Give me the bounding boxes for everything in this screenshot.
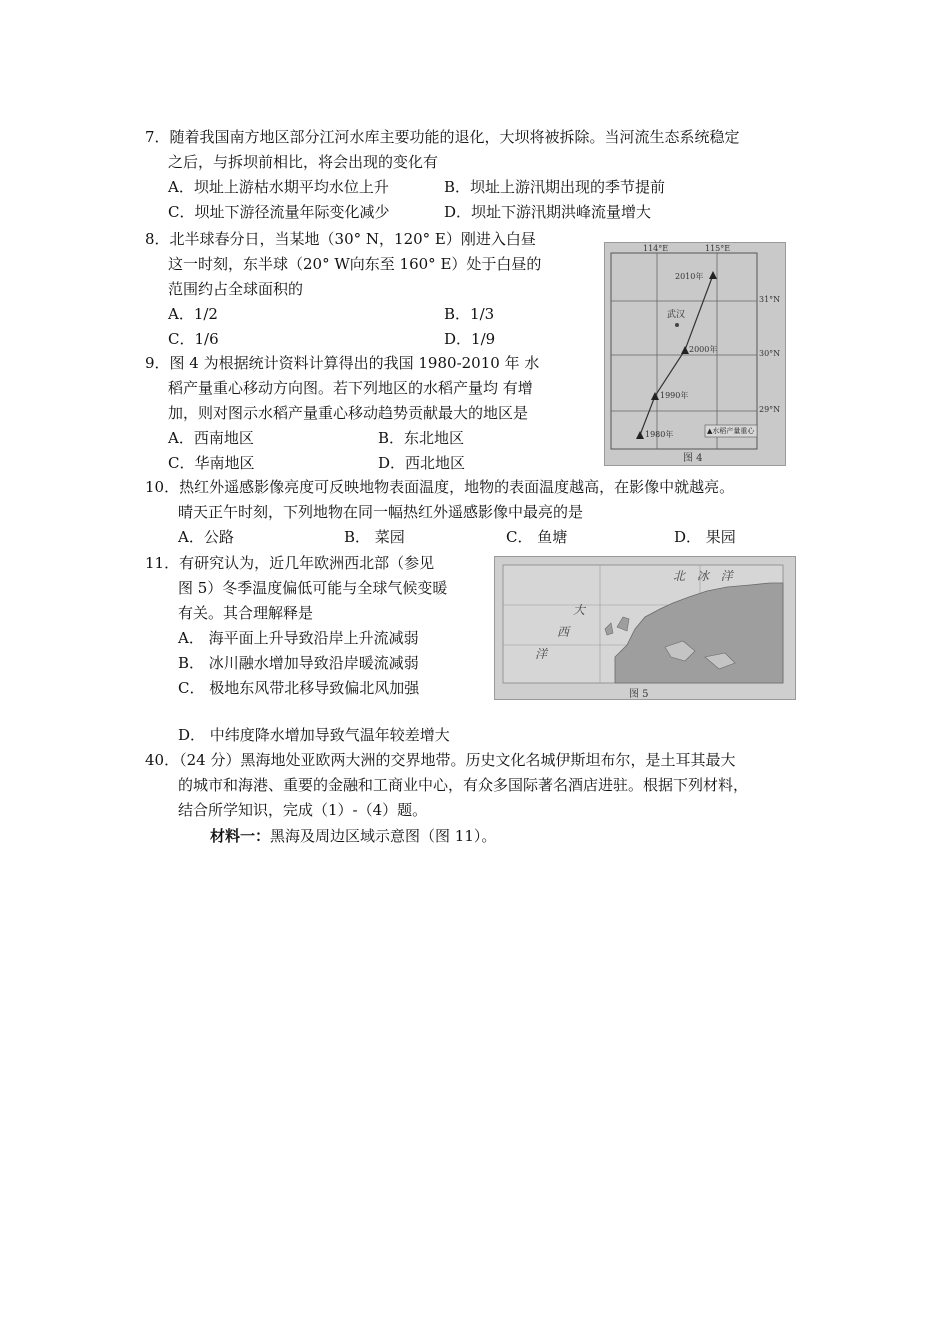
q11-stem-line1: 11．有研究认为，近几年欧洲西北部（参见 xyxy=(145,554,435,572)
q8-stem-line2: 这一时刻，东半球（20° W向东至 160° E）处于白昼的 xyxy=(168,255,542,273)
q10-stem-line1: 10．热红外遥感影像亮度可反映地物表面温度，地物的表面温度越高，在影像中就越亮。 xyxy=(145,478,735,496)
q7-stem-line1: 7．随着我国南方地区部分江河水库主要功能的退化，大坝将被拆除。当河流生态系统稳定 xyxy=(145,128,740,146)
q11-option-a: A． 海平面上升导致沿岸上升流减弱 xyxy=(178,629,419,647)
fig5-label-arctic-ocean: 北 冰 洋 xyxy=(673,569,737,583)
fig4-lon-114: 114°E xyxy=(643,244,669,253)
q10-option-d: D． 果园 xyxy=(674,528,736,546)
fig4-legend: ▲水稻产量重心 xyxy=(707,427,755,435)
q11-option-d: D． 中纬度降水增加导致气温年较差增大 xyxy=(178,726,450,744)
q40-material-text: 黑海及周边区域示意图（图 11）。 xyxy=(270,827,497,845)
q9-option-a: A．西南地区 xyxy=(168,429,254,447)
fig5-label-atlantic-2: 西 xyxy=(557,625,570,639)
q8-option-c: C．1/6 xyxy=(168,330,219,348)
fig4-lat-29: 29°N xyxy=(759,405,781,414)
q7-stem-line2: 之后，与拆坝前相比，将会出现的变化有 xyxy=(168,153,439,171)
fig4-lat-31: 31°N xyxy=(759,295,781,304)
fig5-label-atlantic-3: 洋 xyxy=(535,647,548,661)
fig4-lat-30: 30°N xyxy=(759,349,781,358)
q9-stem-line3: 加，则对图示水稻产量重心移动趋势贡献最大的地区是 xyxy=(168,404,529,422)
figure-5-europe-map xyxy=(494,556,796,700)
q40-material-1 xyxy=(210,825,496,847)
q11-option-b: B． 冰川融水增加导致沿岸暖流减弱 xyxy=(178,654,419,672)
q7-option-d: D．坝址下游汛期洪峰流量增大 xyxy=(444,203,652,221)
q8-option-d: D．1/9 xyxy=(444,330,496,348)
fig4-label-1980: 1980年 xyxy=(645,430,674,439)
fig5-label-atlantic-1: 大 xyxy=(573,603,586,617)
q40-stem-line1: 40．（24 分）黑海地处亚欧两大洲的交界地带。历史文化名城伊斯坦布尔，是土耳其最大 xyxy=(145,751,736,769)
q40-stem-line2: 的城市和海港、重要的金融和工商业中心，有众多国际著名酒店进驻。根据下列材料， xyxy=(178,776,749,794)
q9-stem-line2: 稻产量重心移动方向图。若下列地区的水稻产量均 有增 xyxy=(168,379,533,397)
q11-option-c: C． 极地东风带北移导致偏北风加强 xyxy=(178,679,420,697)
fig4-city-wuhan: 武汉 xyxy=(667,310,686,320)
q8-option-b: B．1/3 xyxy=(444,305,495,323)
q9-stem-line1: 9．图 4 为根据统计资料计算得出的我国 1980-2010 年 水 xyxy=(145,354,540,372)
q8-stem-line3: 范围约占全球面积的 xyxy=(168,280,304,298)
fig4-lon-115: 115°E xyxy=(705,244,731,253)
q7-option-a: A．坝址上游枯水期平均水位上升 xyxy=(168,178,389,196)
fig5-caption: 图 5 xyxy=(629,689,649,700)
q7-option-b: B．坝址上游汛期出现的季节提前 xyxy=(444,178,666,196)
fig4-caption: 图 4 xyxy=(683,453,703,464)
figure-4-rice-centroid-map xyxy=(604,242,786,466)
q9-option-d: D．西北地区 xyxy=(378,454,466,472)
q11-stem-line2: 图 5）冬季温度偏低可能与全球气候变暖 xyxy=(178,579,448,597)
q8-option-a: A．1/2 xyxy=(168,305,218,323)
q9-option-b: B．东北地区 xyxy=(378,429,465,447)
q10-option-b: B． 菜园 xyxy=(344,528,405,546)
q7-option-c: C．坝址下游径流量年际变化减少 xyxy=(168,203,390,221)
q40-material-label: 材料一： xyxy=(210,827,271,845)
fig4-label-2010: 2010年 xyxy=(675,272,704,281)
q8-stem-line1: 8．北半球春分日，当某地（30° N，120° E）刚进入白昼 xyxy=(145,230,536,248)
q11-stem-line3: 有关。其合理解释是 xyxy=(178,604,314,622)
fig4-label-2000: 2000年 xyxy=(689,345,718,354)
q9-option-c: C．华南地区 xyxy=(168,454,255,472)
q10-option-a: A．公路 xyxy=(178,528,234,546)
q40-stem-line3: 结合所学知识，完成（1）-（4）题。 xyxy=(178,801,428,819)
fig4-label-1990: 1990年 xyxy=(660,391,689,400)
q10-stem-line2: 晴天正午时刻，下列地物在同一幅热红外遥感影像中最亮的是 xyxy=(178,503,584,521)
q10-option-c: C． 鱼塘 xyxy=(506,528,568,546)
